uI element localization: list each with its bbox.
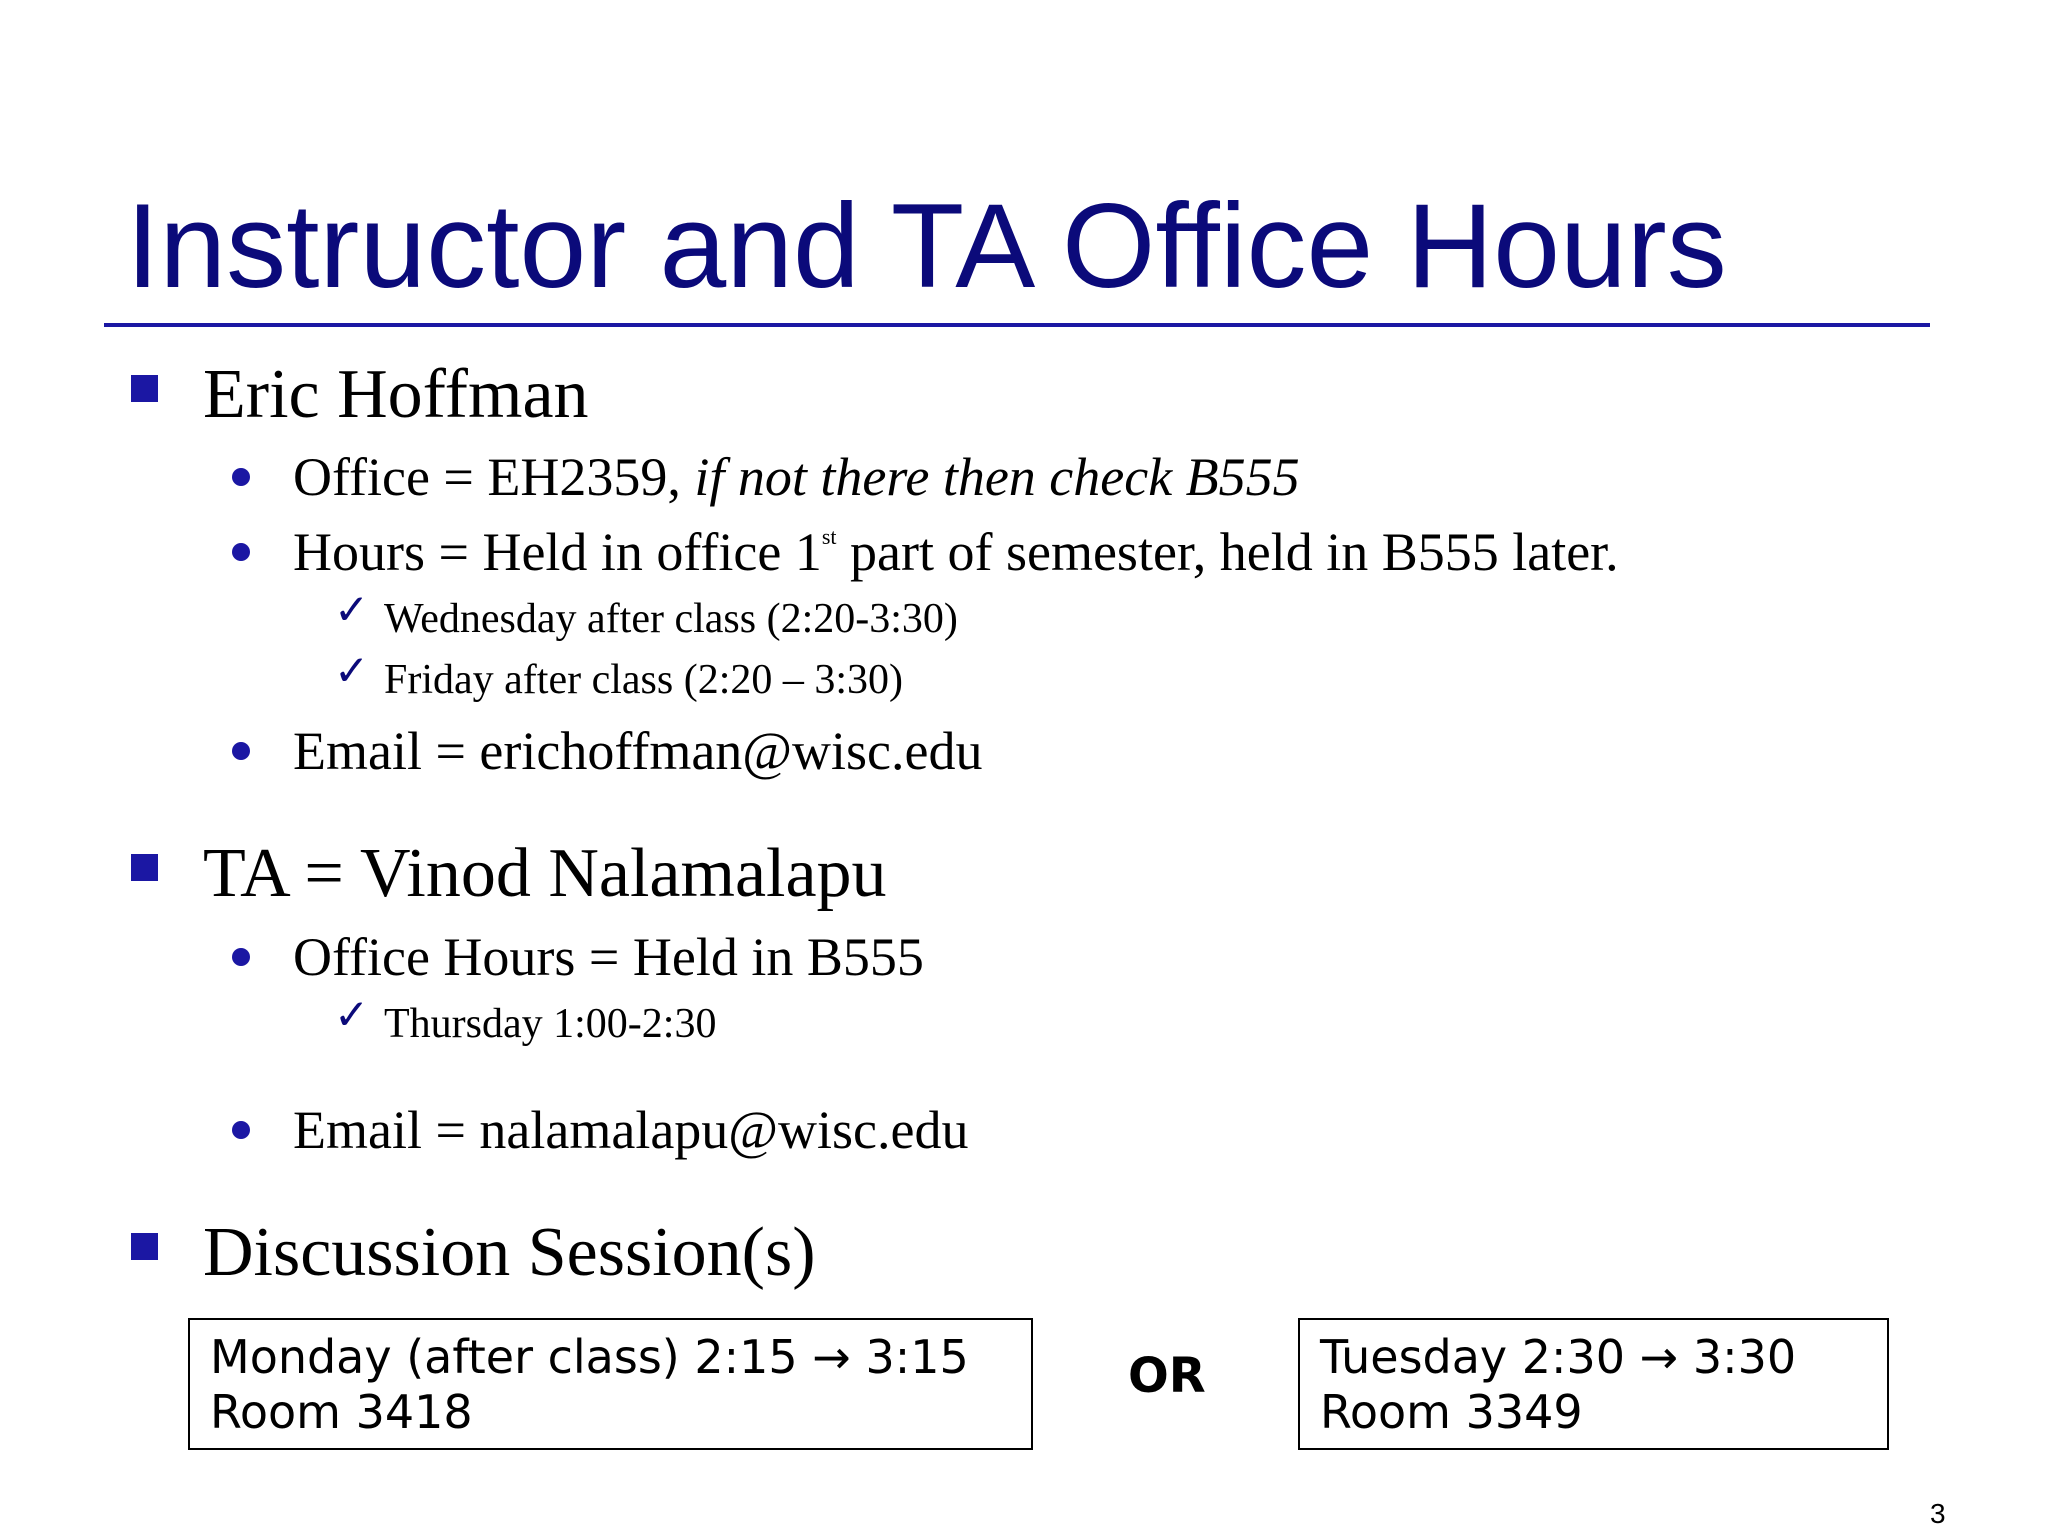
checkmark-icon: ✓ [334,990,370,1039]
or-label: OR [1128,1348,1206,1404]
hours-text-rest: part of semester, held in B555 later. [836,522,1619,582]
discussion-session-box [188,1318,1033,1450]
square-bullet-icon [131,854,158,881]
instructor-hours-time: Friday after class (2:20 – 3:30) [384,657,904,703]
round-bullet-icon [232,1121,250,1139]
checkmark-icon: ✓ [334,585,370,634]
round-bullet-icon [232,543,250,561]
ordinal-suffix: st [821,524,837,549]
session-time: Tuesday 2:30 → 3:30 [1320,1330,1797,1384]
office-note: if not there then check B555 [694,447,1300,507]
ta-name: TA = Vinod Nalamalapu [203,835,887,912]
session-room: Room 3418 [210,1385,473,1439]
checkmark-icon: ✓ [334,646,370,695]
session-time: Monday (after class) 2:15 → 3:15 [210,1330,969,1384]
instructor-hours [293,520,1619,584]
discussion-heading: Discussion Session(s) [203,1214,816,1291]
square-bullet-icon [131,375,158,402]
square-bullet-icon [131,1233,158,1260]
instructor-email: Email = erichoffman@wisc.edu [293,721,983,781]
discussion-session-box [1298,1318,1889,1450]
hours-text: Hours = Held in office 1 [293,522,822,582]
ta-office-hours: Office Hours = Held in B555 [293,927,924,987]
round-bullet-icon [232,742,250,760]
instructor-hours-time: Wednesday after class (2:20-3:30) [384,596,958,642]
instructor-name: Eric Hoffman [203,356,589,433]
session-room: Room 3349 [1320,1385,1583,1439]
title-divider [104,323,1930,327]
ta-hours-time: Thursday 1:00-2:30 [384,1001,717,1047]
round-bullet-icon [232,948,250,966]
instructor-office [293,445,1300,509]
round-bullet-icon [232,468,250,486]
ta-email: Email = nalamalapu@wisc.edu [293,1100,969,1160]
page-title: Instructor and TA Office Hours [126,179,1727,313]
office-text: Office = EH2359, [293,447,681,507]
page-number: 3 [1930,1498,1946,1529]
